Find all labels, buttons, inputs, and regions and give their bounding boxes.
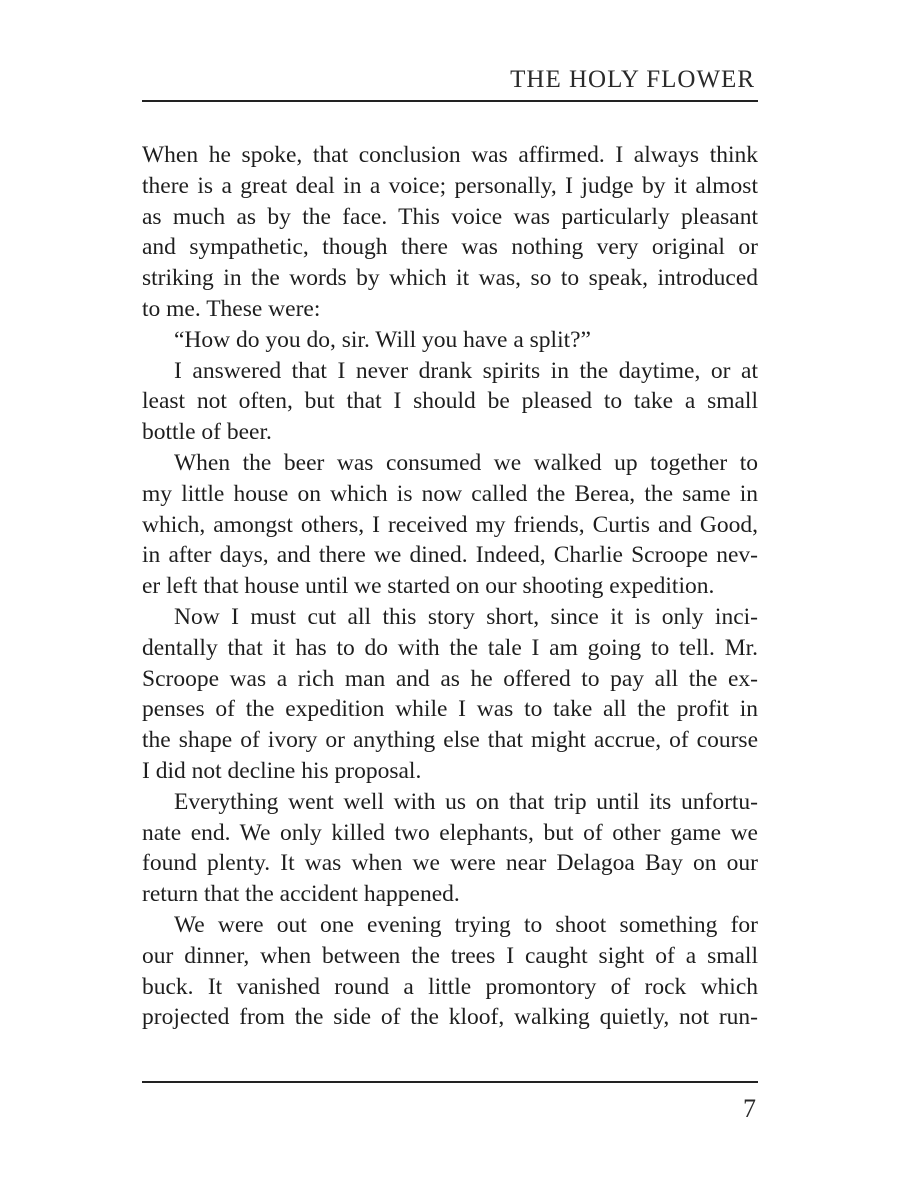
text-line: and sympathetic, though there was nothing very original or: [142, 234, 758, 261]
text-line: projected from the side of the kloof, walking quietly, not run-: [142, 1004, 758, 1031]
text-line: the shape of ivory or anything else that might accrue, of course: [142, 727, 758, 754]
text-line: in after days, and there we dined. Indeed, Charlie Scroope nev-: [142, 542, 758, 569]
text-line: penses of the expedition while I was to take all the profit in: [142, 696, 758, 723]
text-line: I answered that I never drank spirits in the daytime, or at: [174, 357, 758, 384]
text-line: there is a great deal in a voice; personally, I judge by it almost: [142, 172, 758, 199]
text-line: When he spoke, that conclusion was affirmed. I always think: [142, 142, 758, 168]
text-line: Scroope was a rich man and as he offered to pay all the ex-: [142, 665, 758, 692]
text-line: buck. It vanished round a little promontory of rock which: [142, 973, 758, 1000]
text-line: to me. These were:: [142, 295, 321, 322]
text-line: which, amongst others, I received my friends, Curtis and Good,: [142, 511, 758, 538]
text-line: dentally that it has to do with the tale I am going to tell. Mr.: [142, 634, 758, 661]
running-head: THE HOLY FLOWER: [510, 66, 755, 93]
text-line: nate end. We only killed two elephants, but of other game we: [142, 819, 758, 846]
text-line: return that the accident happened.: [142, 881, 460, 908]
header-rule: [142, 100, 758, 102]
text-line: We were out one evening trying to shoot something for: [174, 911, 758, 938]
text-line: my little house on which is now called the Berea, the same in: [142, 480, 758, 507]
text-line: our dinner, when between the trees I caught sight of a small: [142, 942, 758, 969]
body-text: [142, 140, 758, 1033]
text-line: found plenty. It was when we were near Delagoa Bay on our: [142, 850, 758, 877]
text-line: I did not decline his proposal.: [142, 757, 422, 784]
page-number: 7: [743, 1094, 756, 1123]
text-line: bottle of beer.: [142, 419, 272, 446]
text-line: Everything went well with us on that trip until its unfortu-: [174, 788, 758, 815]
text-line: er left that house until we started on our shooting expedition.: [142, 573, 715, 600]
text-line: When the beer was consumed we walked up together to: [174, 449, 758, 476]
text-line: Now I must cut all this story short, since it is only inci-: [174, 603, 758, 630]
footer-rule: [142, 1081, 758, 1083]
text-line: as much as by the face. This voice was particularly pleasant: [142, 203, 758, 230]
text-line: “How do you do, sir. Will you have a split?”: [174, 326, 591, 353]
text-line: least not often, but that I should be pleased to take a small: [142, 388, 758, 415]
text-line: striking in the words by which it was, so to speak, introduced: [142, 265, 758, 292]
